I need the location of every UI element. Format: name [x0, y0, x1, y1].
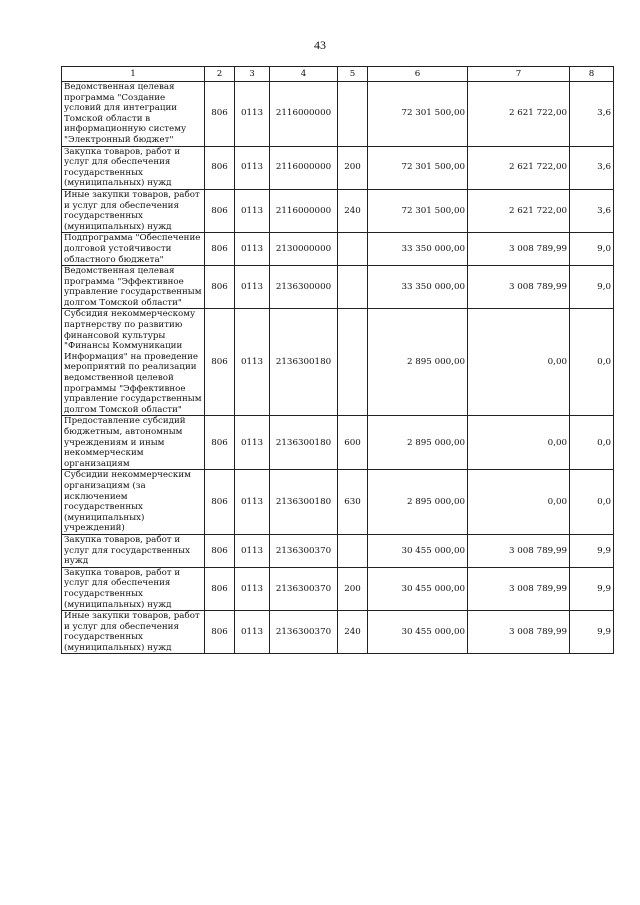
- row-name: Субсидия некоммерческому партнерству по развитию финансовой культуры "Финансы Коммуникации Информация" на проведение мероприятий по реализации ведомственной целевой программы "Эффективное управление государственным долгом Томской области": [62, 309, 205, 416]
- row-expense-type: [338, 534, 368, 567]
- row-percent: 9,9: [570, 611, 614, 654]
- row-target-code: 2130000000: [270, 233, 338, 266]
- row-section-code: 0113: [235, 611, 270, 654]
- row-executed-amount: 3 008 789,99: [468, 233, 570, 266]
- budget-table: [61, 66, 614, 654]
- row-name: Ведомственная целевая программа "Создание условий для интеграции Томской области в информационную систему "Электронный бюджет": [62, 82, 205, 147]
- row-planned-amount: 72 301 500,00: [368, 146, 468, 189]
- row-expense-type: 600: [338, 416, 368, 470]
- row-ved-code: 806: [205, 146, 235, 189]
- table-row: [62, 146, 614, 189]
- row-percent: 9,9: [570, 567, 614, 610]
- row-executed-amount: 0,00: [468, 309, 570, 416]
- row-planned-amount: 72 301 500,00: [368, 82, 468, 147]
- row-ved-code: 806: [205, 567, 235, 610]
- row-section-code: 0113: [235, 470, 270, 535]
- table-row: [62, 470, 614, 535]
- row-target-code: 2116000000: [270, 189, 338, 232]
- header-col-7: 7: [468, 67, 570, 82]
- page-number: 43: [314, 38, 326, 52]
- header-col-8: 8: [570, 67, 614, 82]
- header-col-1: 1: [62, 67, 205, 82]
- table-row: [62, 567, 614, 610]
- row-planned-amount: 33 350 000,00: [368, 266, 468, 309]
- row-percent: 3,6: [570, 146, 614, 189]
- row-planned-amount: 33 350 000,00: [368, 233, 468, 266]
- row-expense-type: [338, 82, 368, 147]
- row-planned-amount: 30 455 000,00: [368, 534, 468, 567]
- header-col-5: 5: [338, 67, 368, 82]
- row-ved-code: 806: [205, 266, 235, 309]
- table-row: [62, 611, 614, 654]
- row-ved-code: 806: [205, 611, 235, 654]
- row-expense-type: 630: [338, 470, 368, 535]
- row-expense-type: [338, 266, 368, 309]
- header-col-6: 6: [368, 67, 468, 82]
- row-name: Подпрограмма "Обеспечение долговой устойчивости областного бюджета": [62, 233, 205, 266]
- row-target-code: 2136300180: [270, 309, 338, 416]
- row-executed-amount: 0,00: [468, 470, 570, 535]
- row-planned-amount: 72 301 500,00: [368, 189, 468, 232]
- row-expense-type: 200: [338, 567, 368, 610]
- row-executed-amount: 2 621 722,00: [468, 82, 570, 147]
- row-planned-amount: 2 895 000,00: [368, 416, 468, 470]
- row-percent: 9,0: [570, 233, 614, 266]
- row-name: Закупка товаров, работ и услуг для обеспечения государственных (муниципальных) нужд: [62, 146, 205, 189]
- table-row: [62, 534, 614, 567]
- row-ved-code: 806: [205, 416, 235, 470]
- row-section-code: 0113: [235, 567, 270, 610]
- row-expense-type: 240: [338, 611, 368, 654]
- row-name: Закупка товаров, работ и услуг для государственных нужд: [62, 534, 205, 567]
- row-target-code: 2136300180: [270, 470, 338, 535]
- row-planned-amount: 30 455 000,00: [368, 611, 468, 654]
- row-executed-amount: 3 008 789,99: [468, 611, 570, 654]
- row-section-code: 0113: [235, 146, 270, 189]
- row-ved-code: 806: [205, 309, 235, 416]
- row-target-code: 2116000000: [270, 82, 338, 147]
- row-name: Иные закупки товаров, работ и услуг для обеспечения государственных (муниципальных) нужд: [62, 611, 205, 654]
- row-name: Ведомственная целевая программа "Эффективное управление государственным долгом Томской области": [62, 266, 205, 309]
- row-executed-amount: 3 008 789,99: [468, 534, 570, 567]
- row-name: Иные закупки товаров, работ и услуг для обеспечения государственных (муниципальных) нужд: [62, 189, 205, 232]
- table-row: [62, 266, 614, 309]
- table-row: [62, 309, 614, 416]
- row-section-code: 0113: [235, 82, 270, 147]
- header-row: [62, 67, 614, 82]
- row-executed-amount: 2 621 722,00: [468, 189, 570, 232]
- row-name: Субсидии некоммерческим организациям (за исключением государственных (муниципальных) учреждений): [62, 470, 205, 535]
- row-planned-amount: 2 895 000,00: [368, 470, 468, 535]
- row-ved-code: 806: [205, 82, 235, 147]
- row-executed-amount: 0,00: [468, 416, 570, 470]
- table-row: [62, 189, 614, 232]
- row-expense-type: [338, 233, 368, 266]
- row-name: Предоставление субсидий бюджетным, автономным учреждениям и иным некоммерческим организациям: [62, 416, 205, 470]
- row-expense-type: [338, 309, 368, 416]
- row-section-code: 0113: [235, 309, 270, 416]
- row-percent: 0,0: [570, 470, 614, 535]
- table-row: [62, 233, 614, 266]
- row-percent: 3,6: [570, 189, 614, 232]
- row-executed-amount: 2 621 722,00: [468, 146, 570, 189]
- row-expense-type: 240: [338, 189, 368, 232]
- row-target-code: 2136300370: [270, 534, 338, 567]
- row-percent: 3,6: [570, 82, 614, 147]
- row-percent: 0,0: [570, 416, 614, 470]
- row-target-code: 2136300370: [270, 611, 338, 654]
- table-row: [62, 82, 614, 147]
- row-ved-code: 806: [205, 233, 235, 266]
- table-row: [62, 416, 614, 470]
- row-section-code: 0113: [235, 416, 270, 470]
- row-section-code: 0113: [235, 266, 270, 309]
- row-ved-code: 806: [205, 189, 235, 232]
- row-ved-code: 806: [205, 534, 235, 567]
- row-planned-amount: 2 895 000,00: [368, 309, 468, 416]
- row-planned-amount: 30 455 000,00: [368, 567, 468, 610]
- row-percent: 0,0: [570, 309, 614, 416]
- row-section-code: 0113: [235, 189, 270, 232]
- row-percent: 9,0: [570, 266, 614, 309]
- row-ved-code: 806: [205, 470, 235, 535]
- row-target-code: 2136300370: [270, 567, 338, 610]
- row-target-code: 2136300000: [270, 266, 338, 309]
- row-expense-type: 200: [338, 146, 368, 189]
- row-target-code: 2116000000: [270, 146, 338, 189]
- row-target-code: 2136300180: [270, 416, 338, 470]
- header-col-3: 3: [235, 67, 270, 82]
- row-name: Закупка товаров, работ и услуг для обеспечения государственных (муниципальных) нужд: [62, 567, 205, 610]
- row-executed-amount: 3 008 789,99: [468, 567, 570, 610]
- header-col-2: 2: [205, 67, 235, 82]
- header-col-4: 4: [270, 67, 338, 82]
- row-executed-amount: 3 008 789,99: [468, 266, 570, 309]
- row-section-code: 0113: [235, 534, 270, 567]
- row-percent: 9,9: [570, 534, 614, 567]
- row-section-code: 0113: [235, 233, 270, 266]
